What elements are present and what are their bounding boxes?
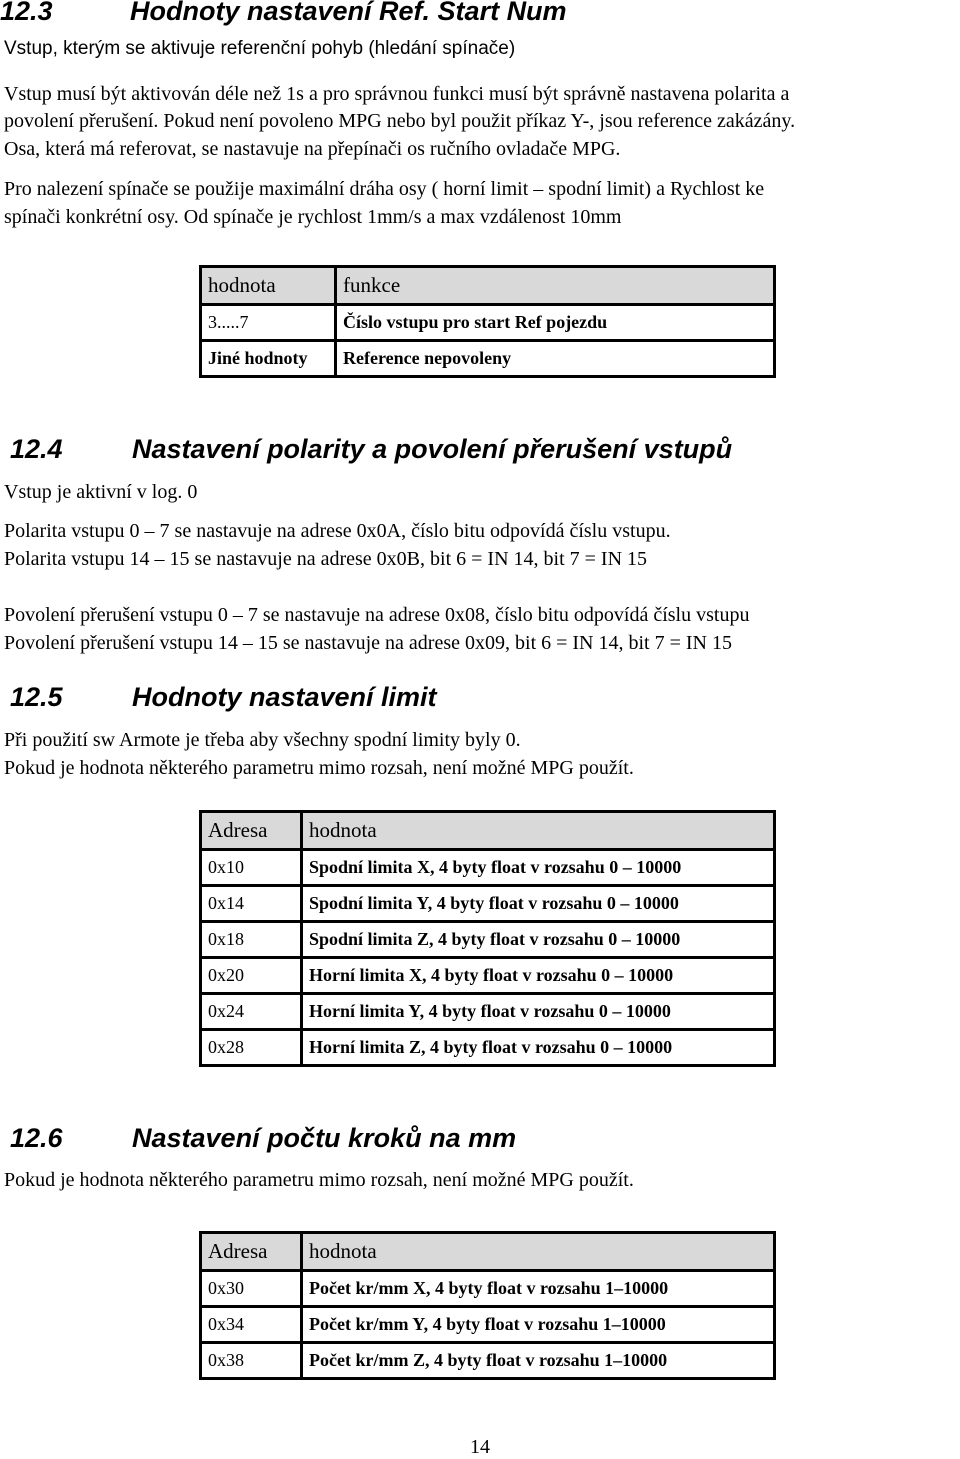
- table-cell: 3.....7: [201, 305, 336, 341]
- table-cell: Číslo vstupu pro start Ref pojezdu: [336, 305, 775, 341]
- paragraph-line: Pokud je hodnota některého parametru mimo rozsah, není možné MPG použít.: [4, 1169, 634, 1191]
- steps-per-mm-table: [199, 1231, 776, 1380]
- paragraph-line: Osa, která má referovat, se nastavuje na přepínači os ručního ovladače MPG.: [4, 138, 621, 160]
- table-header-row: [201, 1233, 775, 1271]
- table-row: [201, 305, 775, 341]
- table-row: [201, 994, 775, 1030]
- paragraph-line: Povolení přerušení vstupu 14 – 15 se nastavuje na adrese 0x09, bit 6 = IN 14, bit 7 = IN 15: [4, 632, 732, 654]
- table-row: [201, 1271, 775, 1307]
- table-cell: 0x18: [201, 922, 302, 958]
- column-header: funkce: [336, 267, 775, 305]
- page-number: 14: [470, 1436, 490, 1458]
- column-header: hodnota: [201, 267, 336, 305]
- table-cell: 0x10: [201, 850, 302, 886]
- table-cell: Horní limita X, 4 byty float v rozsahu 0 – 10000: [302, 958, 775, 994]
- section-number: 12.4: [10, 434, 63, 464]
- table-cell: 0x38: [201, 1343, 302, 1379]
- table-cell: Horní limita Y, 4 byty float v rozsahu 0 – 10000: [302, 994, 775, 1030]
- section-title: Hodnoty nastavení limit: [132, 682, 437, 712]
- section-12-6-heading: [10, 1123, 950, 1157]
- column-header: hodnota: [302, 1233, 775, 1271]
- table-header-row: [201, 812, 775, 850]
- paragraph-line: povolení přerušení. Pokud není povoleno MPG nebo byl použit příkaz Y-, jsou reference zakázány.: [4, 110, 796, 132]
- table-header-row: [201, 267, 775, 305]
- ref-start-table: [199, 265, 776, 378]
- section-number: 12.3: [0, 0, 53, 26]
- section-12-5-heading: [10, 682, 950, 716]
- section-number: 12.5: [10, 682, 63, 712]
- table-cell: 0x34: [201, 1307, 302, 1343]
- table-row: [201, 922, 775, 958]
- paragraph-line: Vstup, kterým se aktivuje referenční pohyb (hledání spínače): [4, 38, 516, 59]
- table-row: [201, 886, 775, 922]
- table-row: [201, 958, 775, 994]
- table-cell: Horní limita Z, 4 byty float v rozsahu 0 – 10000: [302, 1030, 775, 1066]
- section-12-4-heading: [10, 434, 950, 468]
- table-cell: Počet kr/mm Y, 4 byty float v rozsahu 1–10000: [302, 1307, 775, 1343]
- section-title: Nastavení polarity a povolení přerušení vstupů: [132, 434, 733, 464]
- table-cell: Spodní limita Y, 4 byty float v rozsahu 0 – 10000: [302, 886, 775, 922]
- paragraph-line: Polarita vstupu 0 – 7 se nastavuje na adrese 0x0A, číslo bitu odpovídá číslu vstupu.: [4, 520, 671, 542]
- paragraph-line: Pro nalezení spínače se použije maximální dráha osy ( horní limit – spodní limit) a Rychlost ke: [4, 178, 765, 200]
- paragraph-line: Povolení přerušení vstupu 0 – 7 se nastavuje na adrese 0x08, číslo bitu odpovídá číslu vstupu: [4, 604, 750, 626]
- table-cell: Reference nepovoleny: [336, 341, 775, 377]
- table-cell: Jiné hodnoty: [201, 341, 336, 377]
- table-cell: 0x28: [201, 1030, 302, 1066]
- table-row: [201, 1030, 775, 1066]
- table-row: [201, 341, 775, 377]
- section-title: Nastavení počtu kroků na mm: [132, 1123, 517, 1153]
- table-cell: Počet kr/mm X, 4 byty float v rozsahu 1–10000: [302, 1271, 775, 1307]
- table-cell: 0x14: [201, 886, 302, 922]
- paragraph-line: Vstup je aktivní v log. 0: [4, 481, 198, 503]
- table-cell: 0x30: [201, 1271, 302, 1307]
- section-number: 12.6: [10, 1123, 63, 1153]
- table-row: [201, 1307, 775, 1343]
- section-12-3-heading: [0, 0, 960, 30]
- table-cell: 0x24: [201, 994, 302, 1030]
- paragraph-line: Polarita vstupu 14 – 15 se nastavuje na adrese 0x0B, bit 6 = IN 14, bit 7 = IN 15: [4, 548, 648, 570]
- paragraph-line: Vstup musí být aktivován déle než 1s a pro správnou funkci musí být správně nastavena polarita a: [4, 83, 790, 105]
- table-cell: Spodní limita X, 4 byty float v rozsahu 0 – 10000: [302, 850, 775, 886]
- section-title: Hodnoty nastavení Ref. Start Num: [130, 0, 567, 26]
- column-header: Adresa: [201, 1233, 302, 1271]
- limit-table: [199, 810, 776, 1067]
- paragraph-line: spínači konkrétní osy. Od spínače je rychlost 1mm/s a max vzdálenost 10mm: [4, 206, 622, 228]
- paragraph-line: Při použití sw Armote je třeba aby všechny spodní limity byly 0.: [4, 729, 521, 751]
- column-header: hodnota: [302, 812, 775, 850]
- column-header: Adresa: [201, 812, 302, 850]
- paragraph-line: Pokud je hodnota některého parametru mimo rozsah, není možné MPG použít.: [4, 757, 634, 779]
- table-row: [201, 1343, 775, 1379]
- table-cell: Počet kr/mm Z, 4 byty float v rozsahu 1–10000: [302, 1343, 775, 1379]
- table-cell: Spodní limita Z, 4 byty float v rozsahu 0 – 10000: [302, 922, 775, 958]
- table-row: [201, 850, 775, 886]
- table-cell: 0x20: [201, 958, 302, 994]
